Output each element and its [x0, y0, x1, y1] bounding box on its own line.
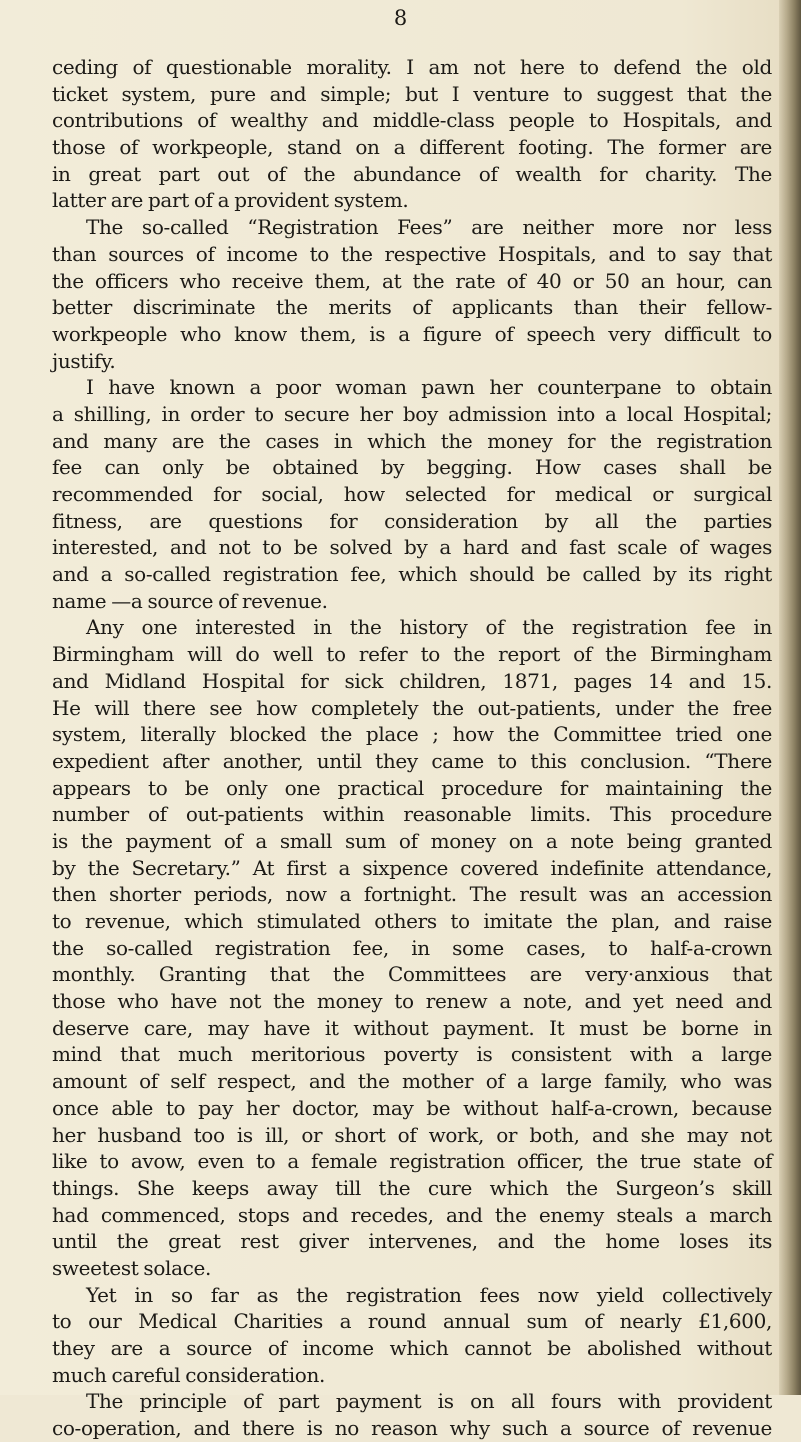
- text-line: ticket system, pure and simple; but I venture to suggest that the: [52, 81, 772, 106]
- text-line: then shorter periods, now a fortnight. The result was an accession: [52, 882, 772, 907]
- text-line: number of out-patients within reasonable limits. This procedure: [52, 802, 772, 827]
- text-line: contributions of wealthy and middle-class people to Hospitals, and: [52, 108, 772, 133]
- text-line: deserve care, may have it without payment. It must be borne in: [52, 1015, 772, 1040]
- text-line: Yet in so far as the registration fees now yield collectively: [86, 1282, 772, 1307]
- text-line: and many are the cases in which the money for the registration: [52, 428, 772, 453]
- text-line: her husband too is ill, or short of work, or both, and she may not: [52, 1122, 772, 1147]
- text-line: I have known a poor woman pawn her counterpane to obtain: [86, 375, 772, 400]
- page-edge-shadow: [779, 0, 801, 1395]
- text-line: to our Medical Charities a round annual sum of nearly £1,600,: [52, 1309, 772, 1334]
- text-line: fee can only be obtained by begging. How cases shall be: [52, 455, 772, 480]
- text-line: until the great rest giver intervenes, and the home loses its: [52, 1229, 772, 1254]
- text-line: they are a source of income which cannot be abolished without: [52, 1336, 772, 1360]
- text-line: The so-called “Registration Fees” are neither more nor less: [86, 215, 772, 240]
- text-line: justify.: [52, 348, 116, 373]
- text-line: Birmingham will do well to refer to the report of the Birmingham: [52, 642, 772, 667]
- text-line: The principle of part payment is on all fours with provident: [86, 1389, 772, 1414]
- text-line: expedient after another, until they came to this conclusion. “There: [52, 748, 772, 773]
- text-line: things. She keeps away till the cure which the Surgeon’s skill: [52, 1175, 772, 1200]
- text-line: sweetest solace.: [52, 1255, 212, 1280]
- text-line: co-operation, and there is no reason why such a source of revenue: [52, 1416, 772, 1441]
- text-line: once able to pay her doctor, may be without half-a-crown, because: [52, 1095, 772, 1120]
- text-line: ceding of questionable morality. I am not here to defend the old: [52, 55, 772, 79]
- text-line: recommended for social, how selected for medical or surgical: [52, 482, 772, 506]
- text-line: interested, and not to be solved by a hard and fast scale of wages: [52, 535, 772, 560]
- text-line: than sources of income to the respective Hospitals, and to say that: [52, 241, 772, 266]
- text-line: fitness, are questions for consideration by all the parties: [52, 508, 772, 533]
- text-line: like to avow, even to a female registration officer, the true state of: [52, 1149, 772, 1174]
- text-line: mind that much meritorious poverty is consistent with a large: [52, 1042, 772, 1067]
- text-line: those of workpeople, stand on a different footing. The former are: [52, 135, 772, 160]
- text-line: better discriminate the merits of applicants than their fellow-: [52, 295, 772, 320]
- text-line: much careful consideration.: [52, 1362, 326, 1387]
- text-line: latter are part of a provident system.: [52, 188, 409, 213]
- text-line: name —a source of revenue.: [52, 588, 328, 613]
- text-line: the officers who receive them, at the rate of 40 or 50 an hour, can: [52, 268, 772, 293]
- text-line: is the payment of a small sum of money on a note being granted: [52, 828, 772, 853]
- text-line: a shilling, in order to secure her boy admission into a local Hospital;: [52, 401, 772, 426]
- text-line: workpeople who know them, is a figure of speech very difficult to: [52, 321, 772, 346]
- text-line: by the Secretary.” At first a sixpence covered indefinite attendance,: [52, 855, 772, 880]
- text-line: Any one interested in the history of the registration fee in: [86, 615, 772, 640]
- text-line: appears to be only one practical procedure for maintaining the: [52, 775, 772, 800]
- text-line: to revenue, which stimulated others to imitate the plan, and raise: [52, 909, 772, 933]
- text-line: had commenced, stops and recedes, and the enemy steals a march: [52, 1202, 772, 1227]
- text-line: the so-called registration fee, in some cases, to half-a-crown: [52, 935, 772, 960]
- text-line: monthly. Granting that the Committees are very·anxious that: [52, 962, 772, 987]
- text-line: amount of self respect, and the mother of a large family, who was: [52, 1069, 772, 1094]
- text-line: He will there see how completely the out-patients, under the free: [52, 695, 772, 720]
- text-line: and Midland Hospital for sick children, 1871, pages 14 and 15.: [52, 668, 772, 693]
- text-line: and a so-called registration fee, which should be called by its right: [52, 562, 772, 587]
- text-line: system, literally blocked the place ; how the Committee tried one: [52, 722, 772, 747]
- text-line: those who have not the money to renew a note, and yet need and: [52, 989, 772, 1014]
- text-line: in great part out of the abundance of wealth for charity. The: [52, 161, 772, 186]
- page-number: 8: [393, 6, 408, 30]
- body-text: [52, 54, 772, 1442]
